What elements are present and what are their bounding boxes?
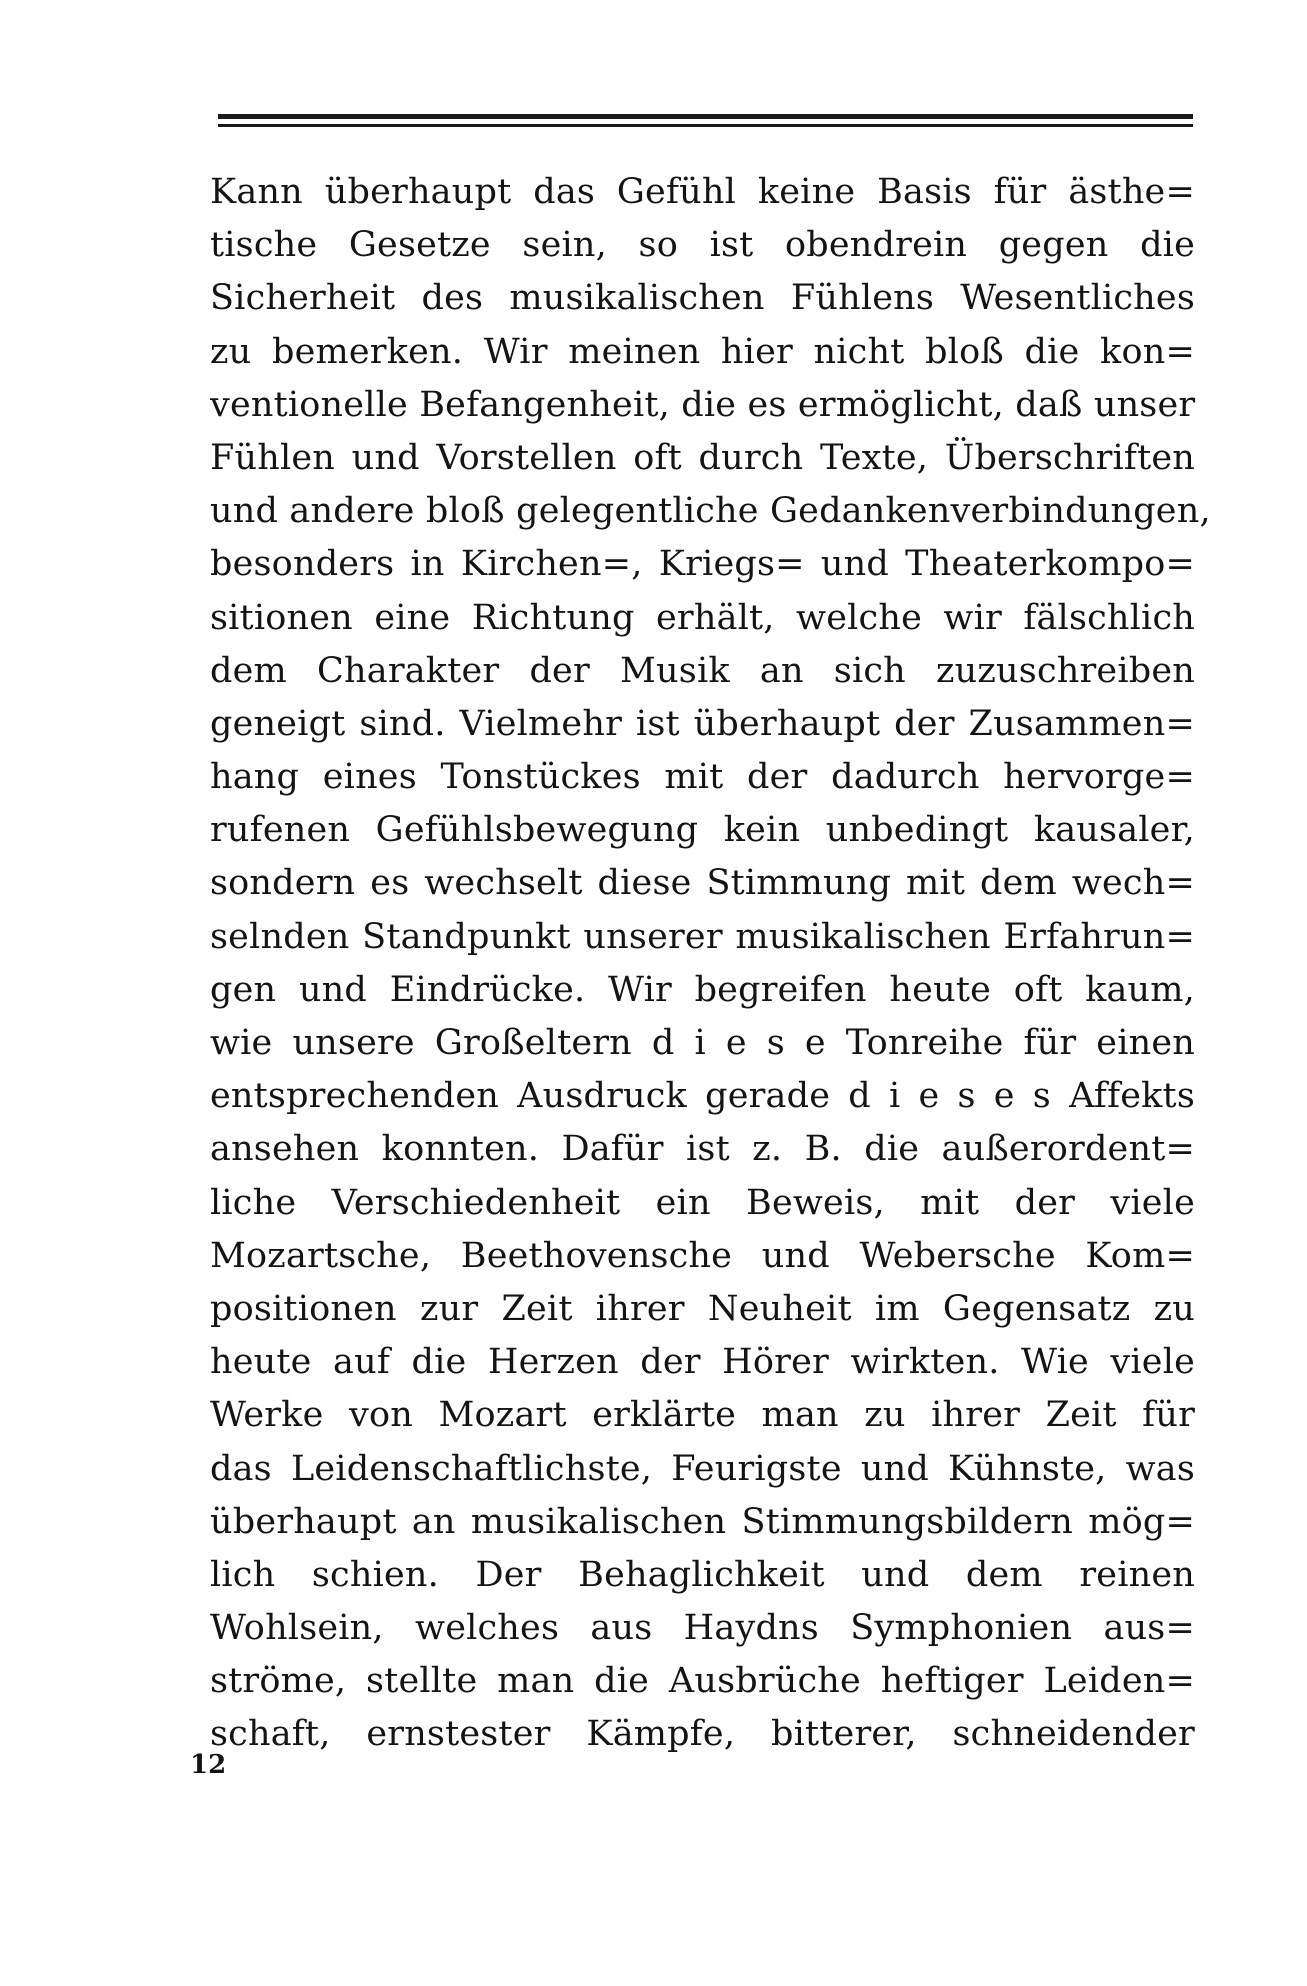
text-line: sitionen eine Richtung erhält, welche wir fälschlich (210, 597, 1195, 638)
text-line: Werke von Mozart erklärte man zu ihrer Zeit für (210, 1395, 1195, 1436)
header-rule-thick (218, 114, 1193, 119)
text-line: heute auf die Herzen der Hörer wirkten. Wie viele (210, 1342, 1195, 1383)
text-line: Fühlen und Vorstellen oft durch Texte, Überschriften (210, 437, 1195, 478)
text-line: zu bemerken. Wir meinen hier nicht bloß die kon= (210, 331, 1195, 372)
body-text (210, 166, 1211, 1762)
text-line: tische Gesetze sein, so ist obendrein gegen die (210, 225, 1195, 266)
text-line: ventionelle Befangenheit, die es ermöglicht, daß unser (210, 384, 1196, 425)
header-rule-thin (218, 124, 1193, 127)
page-number: 12 (190, 1750, 227, 1780)
text-line: selnden Standpunkt unserer musikalischen Erfahrun= (210, 916, 1195, 957)
text-line: überhaupt an musikalischen Stimmungsbildern mög= (210, 1501, 1195, 1542)
text-line: Kann überhaupt das Gefühl keine Basis für ästhe= (210, 172, 1195, 212)
text-line: das Leidenschaftlichste, Feurigste und Kühnste, was (210, 1448, 1195, 1489)
text-line: liche Verschiedenheit ein Beweis, mit der viele (210, 1182, 1195, 1223)
text-line: Sicherheit des musikalischen Fühlens Wesentliches (210, 278, 1195, 319)
text-line: entsprechenden Ausdruck gerade d i e s e s Affekts (210, 1076, 1195, 1117)
text-line: ströme, stellte man die Ausbrüche heftiger Leiden= (210, 1661, 1195, 1702)
text-line: positionen zur Zeit ihrer Neuheit im Gegensatz zu (210, 1288, 1195, 1329)
text-line: dem Charakter der Musik an sich zuzuschreiben (210, 650, 1195, 691)
text-line: sondern es wechselt diese Stimmung mit dem wech= (210, 863, 1195, 904)
text-line: besonders in Kirchen=, Kriegs= und Theaterkompo= (210, 544, 1195, 585)
text-line: wie unsere Großeltern d i e s e Tonreihe für einen (210, 1023, 1195, 1063)
text-line: lich schien. Der Behaglichkeit und dem reinen (210, 1554, 1195, 1595)
text-line: ansehen konnten. Dafür ist z. B. die außerordent= (210, 1129, 1195, 1170)
text-line: gen und Eindrücke. Wir begreifen heute oft kaum, (210, 969, 1195, 1010)
text-line: geneigt sind. Vielmehr ist überhaupt der Zusammen= (210, 703, 1195, 744)
text-line: und andere bloß gelegentliche Gedankenverbindungen, (210, 491, 1211, 532)
text-line: schaft, ernstester Kämpfe, bitterer, schneidender (210, 1714, 1195, 1755)
text-line: Mozartsche, Beethovensche und Webersche Kom= (210, 1235, 1195, 1276)
text-line: rufenen Gefühlsbewegung kein unbedingt kausaler, (210, 810, 1195, 851)
text-line: hang eines Tonstückes mit der dadurch hervorge= (210, 757, 1195, 798)
text-line: Wohlsein, welches aus Haydns Symphonien aus= (210, 1608, 1195, 1649)
